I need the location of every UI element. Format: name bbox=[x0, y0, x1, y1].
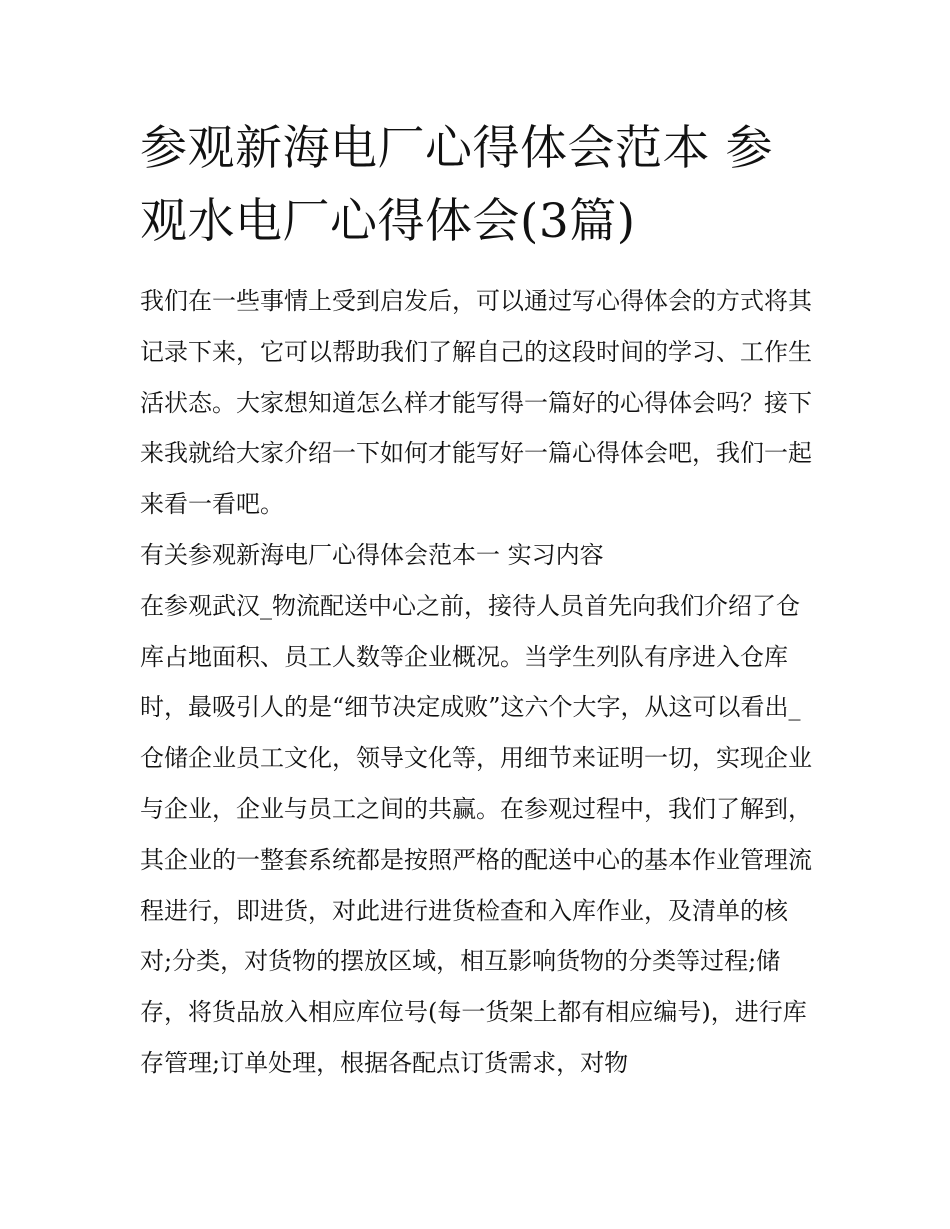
intro-paragraph: 我们在一些事情上受到启发后，可以通过写心得体会的方式将其记录下来，它可以帮助我们了解自己的这段时间的学习、工作生活状态。大家想知道怎么样才能写得一篇好的心得体会吗？接下来我就给大家介绍一下如何才能写好一篇心得体会吧，我们一起来看一看吧。 bbox=[140, 287, 812, 519]
document-body bbox=[140, 276, 816, 1089]
section-heading: 有关参观新海电厂心得体会范本一 实习内容 bbox=[140, 540, 604, 569]
body-paragraph: 在参观武汉_物流配送中心之前，接待人员首先向我们介绍了仓库占地面积、员工人数等企业概况。当学生列队有序进入仓库时，最吸引人的是“细节决定成败”这六个大字，从这可以看出_仓储企业员工文化，领导文化等，用细节来证明一切，实现企业与企业，企业与员工之间的共赢。在参观过程中，我们了解到，其企业的一整套系统都是按照严格的配送中心的基本作业管理流程进行，即进货，对此进行进货检查和入库作业，及清单的核对;分类，对货物的摆放区域，相互影响货物的分类等过程;储存，将货品放入相应库位号(每一货架上都有相应编号)，进行库存管理;订单处理，根据各配点订货需求，对物 bbox=[140, 591, 812, 1077]
document-title: 参观新海电厂心得体会范本 参观水电厂心得体会(3篇) bbox=[140, 121, 773, 249]
